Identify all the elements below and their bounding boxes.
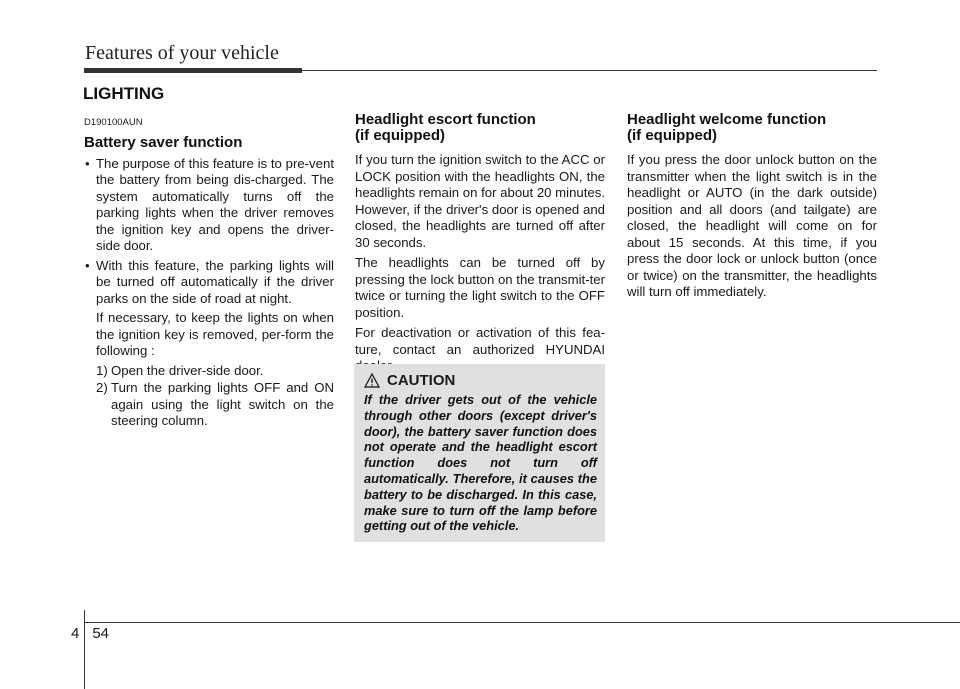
battery-saver-list [84, 156, 334, 308]
page-number [71, 625, 109, 642]
battery-saver-heading: Battery saver function [84, 133, 243, 151]
escort-paragraph: For deactivation or activation of this fea-ture, contact an authorized HYUNDAI [355, 325, 605, 357]
welcome-paragraph: If you press the door unlock button on the transmitter when the light switch is in the headlight or AUTO (in the dark outside) position and all doors (and tailgate) are closed, the headlight will come on for about 15 seconds. At this time, if you press the door lock or unlock button (once or twice) on the transmitter, the headlights will turn off immediately. [627, 152, 877, 299]
page-number-value: 54 [92, 625, 109, 642]
header-rule [302, 70, 877, 71]
section-code: D190100AUN [84, 117, 143, 128]
page-header-title: Features of your vehicle [85, 42, 279, 64]
footer-rule [84, 622, 960, 623]
escort-column [355, 112, 605, 379]
step-text: Turn the parking lights OFF and ON again using the light switch on the steering column. [111, 380, 334, 428]
escort-heading [355, 112, 605, 144]
battery-saver-continuation: If necessary, to keep the lights on when the ignition key is removed, per-form the following : [96, 310, 334, 358]
caution-title: CAUTION [387, 372, 456, 389]
header-bar [84, 68, 302, 73]
warning-triangle-icon [364, 373, 380, 388]
footer-divider [84, 610, 85, 689]
escort-heading-line1: Headlight escort function [355, 111, 536, 128]
battery-saver-column [84, 115, 334, 431]
step-item [84, 363, 334, 380]
list-item: • With this feature, the parking lights will be turned off automatically if the driver parks on the side of road at night. [84, 258, 334, 308]
welcome-heading-line2: (if equipped) [627, 127, 717, 144]
escort-paragraph: If you turn the ignition switch to the ACC or LOCK position with the headlights ON, the headlights remain on for about 20 minutes. However, if the driver's door is opened and closed, the headlights are turned off after 30 seconds. [355, 152, 605, 250]
step-number: 1) [96, 362, 108, 378]
escort-paragraph: The headlights can be turned off by pressing the lock button on the transmit-ter twice or turning the light switch to the OFF position. [355, 255, 605, 320]
escort-heading-line2: (if equipped) [355, 127, 445, 144]
list-item: • The purpose of this feature is to pre-vent the battery from being dis-charged. The system automatically turns off the parking lights when the driver removes the ignition key and opens the driver- side door. [84, 156, 334, 255]
step-number: 2) [96, 380, 108, 395]
chapter-number: 4 [71, 625, 80, 642]
caution-box [354, 364, 605, 542]
welcome-heading [627, 112, 877, 144]
step-item [84, 380, 334, 430]
caution-text: If the driver gets out of the vehicle through other doors (except driver's door), the battery saver function does not operate and the headlight escort function does not turn off automatically. Therefore, it causes the battery to be discharged. In this case, make sure to turn off the lamp before getting out of the vehicle. [364, 392, 597, 534]
step-text: Open the driver-side door. [111, 362, 264, 378]
welcome-column [627, 112, 877, 305]
caution-header [364, 372, 597, 389]
welcome-heading-line1: Headlight welcome function [627, 111, 827, 128]
section-title: LIGHTING [83, 84, 165, 103]
